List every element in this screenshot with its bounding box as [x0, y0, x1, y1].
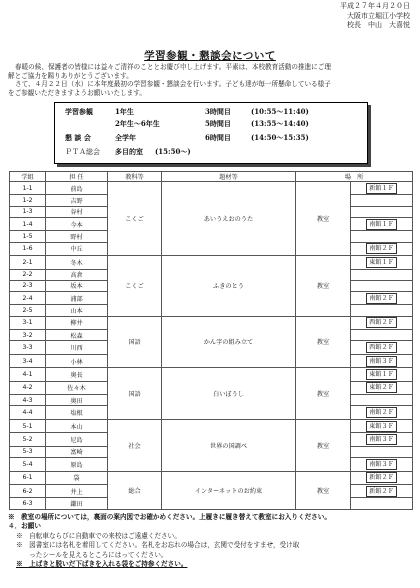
room-cell: 教室 — [296, 316, 351, 368]
topic-cell: あいうえおのうた — [162, 182, 296, 256]
teacher-cell: 柳井 — [46, 316, 108, 329]
teacher-cell: 奥田 — [46, 395, 108, 406]
subject-cell: 総合 — [108, 471, 162, 509]
teacher-cell: 浦部 — [46, 291, 108, 304]
teacher-cell: 塩根 — [46, 406, 108, 419]
location-cell — [351, 471, 413, 484]
requests-heading: ４．お願い — [8, 522, 41, 531]
table-row — [10, 182, 413, 195]
teacher-cell: 中丘 — [46, 242, 108, 255]
class-cell: 4-2 — [10, 381, 46, 394]
topic-cell: 世界の国調べ — [162, 419, 296, 471]
request-item: ※ 自転車ならびに自動車での来校はご遠慮ください。 — [16, 531, 181, 540]
topic-cell: ふきのとう — [162, 256, 296, 317]
location-label: 南館２Ｆ — [366, 293, 397, 304]
class-cell: 1-1 — [10, 182, 46, 195]
meeting-time: (14:50～15:35) — [251, 133, 309, 142]
intro-line: をご参観いただきますようお願いいたします。 — [8, 88, 146, 97]
teacher-cell: 井上 — [46, 485, 108, 498]
class-cell: 2-4 — [10, 291, 46, 304]
letter-header — [340, 2, 410, 31]
teacher-cell: 冬木 — [46, 256, 108, 269]
class-cell: 3-4 — [10, 354, 46, 367]
class-cell: 6-2 — [10, 485, 46, 498]
location-cell — [351, 446, 413, 457]
topic-cell: 白いぼうし — [162, 368, 296, 420]
pta-time: (15:50～) — [155, 147, 191, 156]
class-cell: 1-2 — [10, 195, 46, 206]
room-cell: 教室 — [296, 368, 351, 420]
location-label: 東館１Ｆ — [366, 257, 397, 268]
class-cell: 4-3 — [10, 395, 46, 406]
location-cell — [351, 330, 413, 341]
request-item: ※ 上ばきと脱いだ下ばきを入れる袋をご持参ください。 — [16, 560, 188, 569]
class-cell: 6-3 — [10, 498, 46, 510]
col-header-subject: 教科等 — [108, 172, 162, 182]
teacher-cell: 鎌田 — [46, 498, 108, 510]
location-cell — [351, 195, 413, 206]
class-cell: 6-1 — [10, 471, 46, 484]
class-cell: 3-2 — [10, 330, 46, 341]
teacher-cell: 本山 — [46, 419, 108, 432]
table-row — [10, 471, 413, 484]
subject-cell: 国語 — [108, 368, 162, 420]
col-header-class: 学組 — [10, 172, 46, 182]
intro-line: 解とご協力を賜りありがとうございます。 — [8, 71, 133, 80]
table-row — [10, 256, 413, 269]
teacher-cell: 原島 — [46, 458, 108, 471]
col-header-place: 場 所 — [296, 172, 413, 182]
table-row — [10, 368, 413, 381]
visit-grades-1: 1年生 — [115, 107, 134, 116]
table-header-row — [10, 172, 413, 182]
visit-label: 学習参観 — [65, 107, 93, 116]
class-cell: 1-6 — [10, 242, 46, 255]
pta-label: ＰＴＡ総会 — [65, 148, 100, 156]
subject-cell: 国語 — [108, 316, 162, 368]
topic-cell: かん字の組み立て — [162, 316, 296, 368]
location-label: 南館２Ｆ — [366, 407, 397, 418]
room-cell: 教室 — [296, 419, 351, 471]
visit-time-1: (10:55～11:40) — [251, 107, 309, 116]
teacher-cell: 佐々木 — [46, 381, 108, 394]
location-label: 西館２Ｆ — [366, 317, 397, 328]
table-row — [10, 316, 413, 329]
location-label: 東館１Ｆ — [366, 369, 397, 380]
teacher-cell: 谷村 — [46, 206, 108, 217]
class-cell: 2-2 — [10, 269, 46, 280]
location-cell — [351, 341, 413, 354]
location-cell — [351, 316, 413, 329]
location-label: 東館２Ｆ — [366, 382, 397, 393]
room-cell: 教室 — [296, 256, 351, 317]
location-cell — [351, 419, 413, 432]
visit-period-2: 5時間目 — [205, 119, 231, 128]
location-label: 南館１Ｆ — [366, 219, 397, 230]
teacher-cell: 松森 — [46, 330, 108, 341]
class-cell: 1-4 — [10, 217, 46, 230]
teacher-cell: 坂本 — [46, 280, 108, 291]
location-cell — [351, 305, 413, 316]
teacher-cell: 高倉 — [46, 269, 108, 280]
class-cell: 5-2 — [10, 433, 46, 446]
location-cell — [351, 182, 413, 195]
class-cell: 1-5 — [10, 231, 46, 242]
class-cell: 3-3 — [10, 341, 46, 354]
class-cell: 4-1 — [10, 368, 46, 381]
footer-notes — [8, 513, 412, 569]
location-label: 南館３Ｆ — [366, 434, 397, 445]
location-cell — [351, 231, 413, 242]
teacher-cell: 袋 — [46, 471, 108, 484]
meeting-period: 6時間目 — [205, 133, 231, 142]
teacher-cell: 奥長 — [46, 368, 108, 381]
school-name: 大阪市立堀江小学校 — [347, 11, 410, 20]
class-cell: 2-5 — [10, 305, 46, 316]
visit-grades-2: 2年生～6年生 — [115, 119, 160, 128]
col-header-topic: 題材等 — [162, 172, 296, 182]
intro-paragraph — [8, 63, 412, 97]
location-label: 南館２Ｆ — [366, 243, 397, 254]
location-label: 南館３Ｆ — [366, 459, 397, 470]
location-cell — [351, 433, 413, 446]
location-cell — [351, 256, 413, 269]
issue-date: 平成２７年４月２０日 — [340, 2, 410, 10]
teacher-cell: 尼島 — [46, 433, 108, 446]
location-label: 新館２Ｆ — [366, 472, 397, 483]
location-cell — [351, 206, 413, 217]
teacher-cell: 小林 — [46, 354, 108, 367]
classroom-note: ※ 教室の場所については，裏面の案内図でお確かめください。上履きに履き替えて教室にお入りください。 — [8, 513, 331, 521]
topic-cell: インターネットのお約束 — [162, 471, 296, 509]
location-label: 西館２Ｆ — [366, 342, 397, 353]
class-cell: 5-4 — [10, 458, 46, 471]
location-cell — [351, 354, 413, 367]
location-label: 南館３Ｆ — [366, 356, 397, 367]
location-cell — [351, 368, 413, 381]
visit-period-1: 3時間目 — [205, 107, 231, 116]
class-cell: 2-3 — [10, 280, 46, 291]
location-label: 東館３Ｆ — [366, 421, 397, 432]
visit-time-2: (13:55～14:40) — [251, 119, 309, 128]
location-cell — [351, 280, 413, 291]
subject-cell: 社会 — [108, 419, 162, 471]
location-cell — [351, 217, 413, 230]
teacher-cell: 山本 — [46, 305, 108, 316]
meeting-grades: 全学年 — [115, 133, 136, 142]
location-cell — [351, 498, 413, 510]
subject-cell: こくご — [108, 256, 162, 317]
table-row — [10, 419, 413, 432]
location-cell — [351, 406, 413, 419]
request-item: ※ 図書室には名札を着用してください。名札をお忘れの場合は，玄関で受付をすませ，受け取 — [16, 541, 300, 550]
room-cell: 教室 — [296, 471, 351, 509]
teacher-cell: 川西 — [46, 341, 108, 354]
location-label: 新館１Ｆ — [366, 183, 397, 194]
request-item: ったシールを見えるところにはってください。 — [16, 550, 168, 559]
location-cell — [351, 269, 413, 280]
pta-place: 多目的室 — [115, 147, 143, 156]
teacher-cell: 今本 — [46, 217, 108, 230]
location-cell — [351, 395, 413, 406]
meeting-label: 懇 談 会 — [65, 133, 91, 142]
location-cell — [351, 381, 413, 394]
room-cell: 教室 — [296, 182, 351, 256]
principal-name: 校長 中山 大喜悦 — [347, 21, 410, 29]
col-header-teacher: 担 任 — [46, 172, 108, 182]
class-cell: 5-1 — [10, 419, 46, 432]
intro-line: さて、４月２２日（水）に本年度最初の学習参観・懇談会を行います。子ども達が毎一所懸命している様子 — [15, 80, 331, 89]
schedule-box — [54, 102, 368, 164]
class-cell: 1-3 — [10, 206, 46, 217]
class-schedule-table — [9, 171, 413, 510]
location-cell — [351, 458, 413, 471]
class-cell: 2-1 — [10, 256, 46, 269]
teacher-cell: 野村 — [46, 231, 108, 242]
location-label: 新館２Ｆ — [366, 486, 397, 497]
teacher-cell: 前島 — [46, 182, 108, 195]
page-title: 学習参観・懇談会について — [144, 50, 276, 62]
teacher-cell: 富崎 — [46, 446, 108, 457]
location-cell — [351, 291, 413, 304]
class-cell: 3-1 — [10, 316, 46, 329]
class-cell: 4-4 — [10, 406, 46, 419]
class-cell: 5-3 — [10, 446, 46, 457]
subject-cell: こくご — [108, 182, 162, 256]
teacher-cell: 吉野 — [46, 195, 108, 206]
location-cell — [351, 242, 413, 255]
location-cell — [351, 485, 413, 498]
intro-line: 春暖の候、保護者の皆様には益々ご清祥のこととお慶び申し上げます。平素は、本校教育活動の推進にご理 — [15, 63, 331, 71]
